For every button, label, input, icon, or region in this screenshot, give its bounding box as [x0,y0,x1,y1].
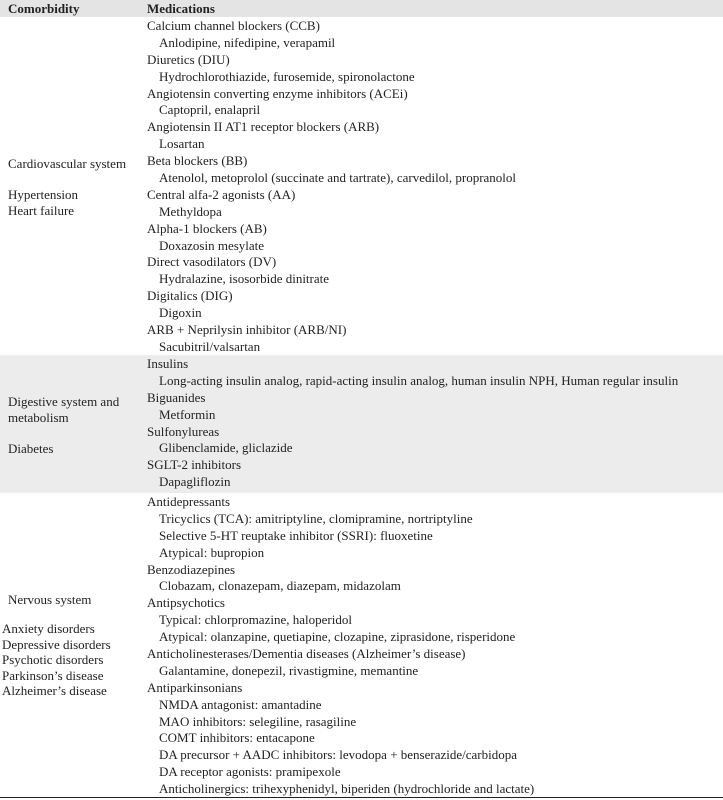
drug-class: Sulfonylureas [147,423,220,439]
medication-item: Selective 5-HT reuptake inhibitor (SSRI): fluoxetine [159,527,433,543]
medication-item: Atypical: olanzapine, quetiapine, clozapine, ziprasidone, risperidone [159,629,516,645]
drug-class: Diuretics (DIU) [147,51,230,67]
condition: Heart failure [8,202,75,218]
condition: Depressive disorders [2,636,111,652]
condition: Alzheimer’s disease [2,683,107,698]
medication-item: Digoxin [159,305,202,321]
drug-class: SGLT-2 inhibitors [147,457,242,473]
drug-class: Angiotensin converting enzyme inhibitors (ACEi) [147,85,408,101]
condition: Hypertension [8,187,79,202]
section-nervous [0,493,723,797]
drug-class: Benzodiazepines [147,561,236,577]
system-label: Digestive system and metabolism [8,394,120,425]
medication-item: Galantamine, donepezil, rivastigmine, memantine [159,662,419,678]
medication-item: Captopril, enalapril [159,102,261,118]
medication-item: Anlodipine, nifedipine, verapamil [159,34,336,50]
medication-item: Long-acting insulin analog, rapid-acting insulin analog, human insulin NPH, Human regular insulin [159,372,679,388]
medication-item: Losartan [159,136,205,152]
condition: Diabetes [8,441,54,456]
medication-item: MAO inhibitors: selegiline, rasagiline [159,713,357,729]
drug-class: Angiotensin II AT1 receptor blockers (ARB) [147,119,380,135]
medication-item: Dapagliflozin [159,474,231,490]
medication-item: Hydralazine, isosorbide dinitrate [159,271,330,287]
drug-class: Calcium channel blockers (CCB) [147,18,320,33]
medication-item: Tricyclics (TCA): amitriptyline, clomipramine, nortriptyline [159,510,473,526]
medication-item: Clobazam, clonazepam, diazepam, midazolam [159,578,401,594]
drug-class: Alpha-1 blockers (AB) [147,220,267,236]
medication-list [147,356,678,491]
drug-class: Beta blockers (BB) [147,153,248,169]
medication-item: Anticholinergics: trihexyphenidyl, biperiden (hydrochloride and lactate) [159,781,535,797]
condition: Psychotic disorders [2,652,104,667]
table-header [0,0,723,17]
medication-item: NMDA antagonist: amantadine [159,696,322,712]
table-bottom-rule [0,797,723,798]
condition-list [8,187,78,218]
header-medications: Medications [147,1,215,16]
condition-list [2,621,111,699]
drug-class: ARB + Neprilysin inhibitor (ARB/NI) [147,322,347,338]
medication-item: Glibenclamide, gliclazide [159,440,293,456]
medication-item: Hydrochlorothiazide, furosemide, spironolactone [159,68,415,84]
condition: Parkinson’s disease [2,667,104,683]
medication-item: DA receptor agonists: pramipexole [159,764,341,780]
medication-list [147,494,534,798]
drug-class: Biguanides [147,389,206,405]
drug-class: Digitalics (DIG) [147,288,233,304]
drug-class: Central alfa-2 agonists (AA) [147,186,296,202]
medication-list [147,18,516,356]
medication-item: COMT inhibitors: entacapone [159,730,315,746]
medication-item: Metformin [159,406,216,422]
header-comorbidity: Comorbidity [8,1,80,16]
medication-item: Methyldopa [159,203,222,219]
drug-class: Direct vasodilators (DV) [147,254,277,270]
section-digestive [0,355,723,493]
drug-class: Antiparkinsonians [147,679,243,695]
medication-item: Atypical: bupropion [159,544,265,560]
medication-item: Typical: chlorpromazine, haloperidol [159,612,352,628]
medication-item: Doxazosin mesylate [159,237,265,253]
drug-class: Antipsychotics [147,595,225,611]
condition: Anxiety disorders [2,621,95,636]
medication-item: Atenolol, metoprolol (succinate and tartrate), carvedilol, propranolol [159,170,517,186]
drug-class: Antidepressants [147,494,231,509]
section-cardiovascular [0,17,723,355]
system-label: Cardiovascular system [8,156,127,171]
system-label: Nervous system [8,592,92,607]
drug-class: Anticholinesterases/Dementia diseases (Alzheimer’s disease) [147,646,466,662]
medication-item: Sacubitril/valsartan [159,338,261,354]
medication-item: DA precursor + AADC inhibitors: levodopa + benserazide/carbidopa [159,747,517,763]
drug-class: Insulins [147,356,189,371]
